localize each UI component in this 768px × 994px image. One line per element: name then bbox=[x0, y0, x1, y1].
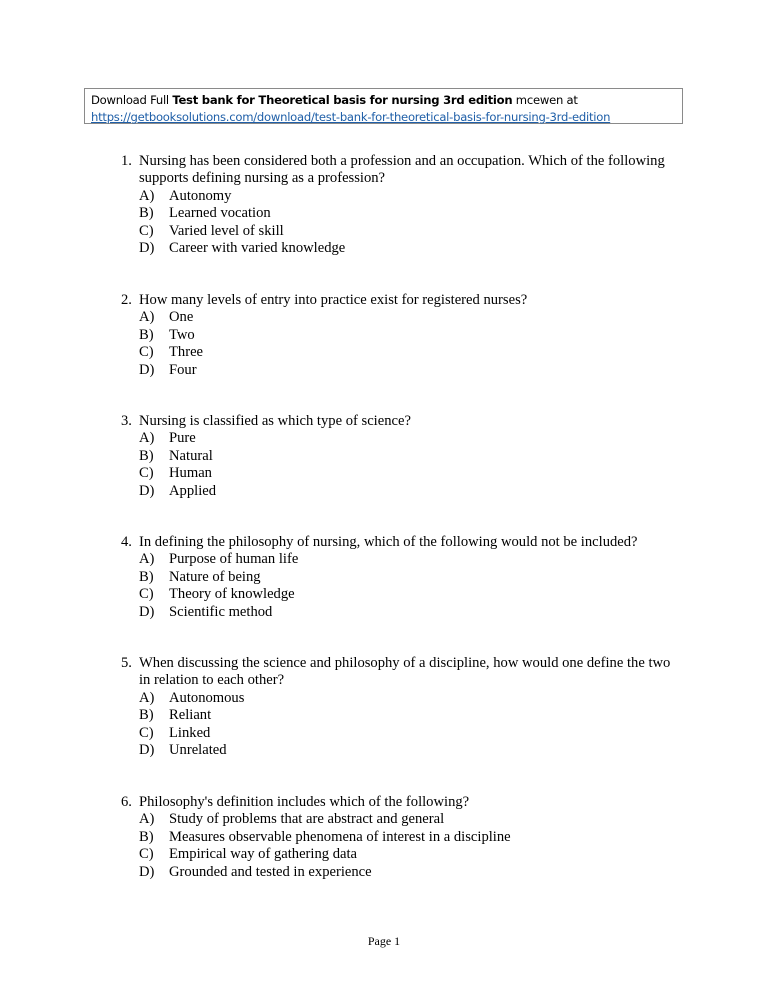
answer-option bbox=[121, 864, 681, 881]
answer-option bbox=[121, 327, 681, 344]
option-text: Natural bbox=[169, 447, 213, 464]
question-6 bbox=[121, 794, 681, 881]
answer-option bbox=[121, 309, 681, 326]
answer-option bbox=[121, 465, 681, 482]
question-text: In defining the philosophy of nursing, which of the following would not be included? bbox=[139, 534, 638, 550]
option-letter: B) bbox=[139, 707, 154, 724]
question-number: 3. bbox=[121, 413, 132, 429]
option-text: Two bbox=[169, 326, 195, 343]
question-stem bbox=[121, 655, 681, 690]
option-text: Learned vocation bbox=[169, 205, 271, 222]
answer-option bbox=[121, 551, 681, 568]
question-4 bbox=[121, 534, 681, 621]
answer-options bbox=[121, 430, 681, 500]
answer-option bbox=[121, 846, 681, 863]
answer-option bbox=[121, 430, 681, 447]
option-letter: A) bbox=[139, 689, 155, 706]
option-text: Human bbox=[169, 465, 212, 482]
option-letter: A) bbox=[139, 430, 155, 447]
option-letter: D) bbox=[139, 742, 155, 759]
question-5 bbox=[121, 655, 681, 759]
question-stem bbox=[121, 153, 681, 188]
answer-option bbox=[121, 205, 681, 222]
answer-option bbox=[121, 811, 681, 828]
answer-options bbox=[121, 811, 681, 881]
header-prefix: Download Full bbox=[91, 93, 173, 107]
answer-options bbox=[121, 551, 681, 621]
answer-option bbox=[121, 690, 681, 707]
option-text: Autonomous bbox=[169, 689, 245, 706]
option-text: Unrelated bbox=[169, 742, 227, 759]
option-letter: D) bbox=[139, 603, 155, 620]
download-header-box bbox=[84, 88, 683, 124]
header-suffix: mcewen at bbox=[512, 93, 578, 107]
option-letter: C) bbox=[139, 465, 154, 482]
answer-option bbox=[121, 707, 681, 724]
answer-option bbox=[121, 240, 681, 257]
option-text: Reliant bbox=[169, 707, 212, 724]
question-text: Nursing has been considered both a profession and an occupation. Which of the following supports defining nursing as a profession? bbox=[139, 153, 665, 187]
answer-options bbox=[121, 188, 681, 258]
option-text: Three bbox=[169, 344, 204, 361]
option-letter: D) bbox=[139, 863, 155, 880]
option-text: Nature of being bbox=[169, 568, 261, 585]
answer-option bbox=[121, 344, 681, 361]
option-letter: A) bbox=[139, 187, 155, 204]
question-number: 5. bbox=[121, 655, 132, 671]
option-text: Grounded and tested in experience bbox=[169, 863, 372, 880]
option-text: Scientific method bbox=[169, 603, 273, 620]
question-number: 2. bbox=[121, 292, 132, 308]
answer-option bbox=[121, 188, 681, 205]
question-1 bbox=[121, 153, 681, 257]
option-letter: A) bbox=[139, 309, 155, 326]
option-text: Autonomy bbox=[169, 187, 232, 204]
answer-option bbox=[121, 586, 681, 603]
page-number: Page 1 bbox=[367, 934, 401, 948]
question-text: When discussing the science and philosophy of a discipline, how would one define the two in relation to each other? bbox=[139, 655, 671, 689]
option-letter: A) bbox=[139, 811, 155, 828]
option-letter: D) bbox=[139, 361, 155, 378]
option-text: Pure bbox=[169, 430, 196, 447]
answer-options bbox=[121, 309, 681, 379]
question-text: Nursing is classified as which type of science? bbox=[139, 413, 411, 429]
option-text: Four bbox=[169, 361, 197, 378]
option-text: Empirical way of gathering data bbox=[169, 846, 358, 863]
question-text: How many levels of entry into practice exist for registered nurses? bbox=[139, 292, 528, 308]
option-text: Purpose of human life bbox=[169, 551, 299, 568]
answer-option bbox=[121, 725, 681, 742]
option-letter: B) bbox=[139, 205, 154, 222]
answer-option bbox=[121, 742, 681, 759]
option-letter: C) bbox=[139, 222, 154, 239]
answer-options bbox=[121, 690, 681, 760]
option-letter: C) bbox=[139, 344, 154, 361]
answer-option bbox=[121, 362, 681, 379]
option-letter: C) bbox=[139, 586, 154, 603]
answer-option bbox=[121, 604, 681, 621]
option-letter: B) bbox=[139, 447, 154, 464]
question-stem bbox=[121, 794, 681, 811]
option-text: Linked bbox=[169, 724, 211, 741]
answer-option bbox=[121, 448, 681, 465]
question-number: 6. bbox=[121, 794, 132, 810]
option-text: Theory of knowledge bbox=[169, 586, 295, 603]
option-letter: D) bbox=[139, 482, 155, 499]
option-letter: D) bbox=[139, 240, 155, 257]
answer-option bbox=[121, 829, 681, 846]
question-3 bbox=[121, 413, 681, 500]
answer-option bbox=[121, 223, 681, 240]
option-text: Measures observable phenomena of interest in a discipline bbox=[169, 828, 511, 845]
option-letter: B) bbox=[139, 828, 154, 845]
option-letter: A) bbox=[139, 551, 155, 568]
question-number: 4. bbox=[121, 534, 132, 550]
question-stem bbox=[121, 292, 681, 309]
option-letter: C) bbox=[139, 846, 154, 863]
question-2 bbox=[121, 292, 681, 379]
option-letter: C) bbox=[139, 724, 154, 741]
option-text: One bbox=[169, 309, 194, 326]
option-text: Applied bbox=[169, 482, 217, 499]
question-stem bbox=[121, 534, 681, 551]
option-text: Varied level of skill bbox=[169, 222, 284, 239]
download-header-line bbox=[91, 92, 682, 109]
question-number: 1. bbox=[121, 153, 132, 169]
question-stem bbox=[121, 413, 681, 430]
answer-option bbox=[121, 483, 681, 500]
option-letter: B) bbox=[139, 568, 154, 585]
header-book-title: Test bank for Theoretical basis for nursing 3rd edition bbox=[172, 93, 513, 107]
option-text: Career with varied knowledge bbox=[169, 240, 346, 257]
option-text: Study of problems that are abstract and general bbox=[169, 811, 445, 828]
answer-option bbox=[121, 569, 681, 586]
download-link[interactable]: https://getbooksolutions.com/download/test-bank-for-theoretical-basis-for-nursing-3rd-edition bbox=[91, 110, 611, 124]
option-letter: B) bbox=[139, 326, 154, 343]
question-text: Philosophy's definition includes which of the following? bbox=[139, 794, 470, 810]
